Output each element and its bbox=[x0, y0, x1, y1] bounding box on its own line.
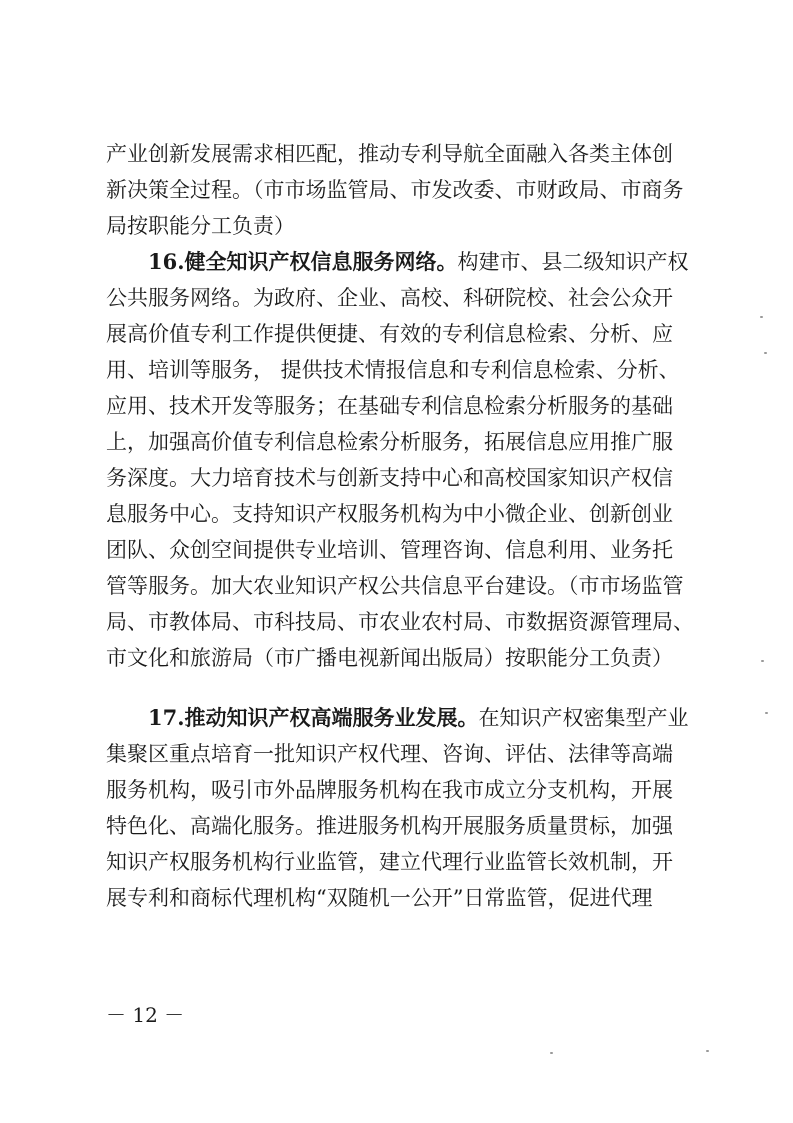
text-run: 局、市教体局、市科技局、市农业农村局、市数据资源管理局、 bbox=[106, 610, 694, 634]
text-run: 务深度。大力培育技术与创新支持中心和高校国家知识产权信 bbox=[106, 466, 673, 490]
text-run: 上，加强高价值专利信息检索分析服务，拓展信息应用推广服 bbox=[106, 430, 673, 454]
text-run: 产业创新发展需求相匹配，推动专利导航全面融入各类主体创 bbox=[106, 142, 673, 166]
text-line bbox=[106, 388, 696, 424]
text-line bbox=[106, 316, 696, 352]
text-run: 构建市、县二级知识产权 bbox=[457, 250, 689, 274]
text-line bbox=[106, 808, 696, 844]
heading-run: 17.推动知识产权高端服务业发展。 bbox=[148, 705, 479, 730]
scan-speck bbox=[761, 660, 764, 662]
text-run: 新决策全过程。（市市场监管局、市发改委、市财政局、市商务 bbox=[106, 178, 684, 202]
text-run: 应用、技术开发等服务；在基础专利信息检索分析服务的基础 bbox=[106, 394, 673, 418]
text-run: 特色化、高端化服务。推进服务机构开展服务质量贯标，加强 bbox=[106, 814, 673, 838]
text-line bbox=[148, 244, 738, 280]
text-line bbox=[106, 460, 696, 496]
text-run: 团队、众创空间提供专业培训、管理咨询、信息利用、业务托 bbox=[106, 538, 673, 562]
text-run: 公共服务网络。为政府、企业、高校、科研院校、社会公众开 bbox=[106, 286, 673, 310]
text-line bbox=[106, 172, 696, 208]
scan-speck bbox=[706, 1050, 709, 1052]
text-line bbox=[106, 280, 696, 316]
text-run: 局按职能分工负责） bbox=[106, 214, 295, 238]
text-run: 息服务中心。支持知识产权服务机构为中小微企业、创新创业 bbox=[106, 502, 673, 526]
text-line bbox=[106, 532, 696, 568]
scan-speck bbox=[760, 316, 763, 318]
text-run: 服务机构，吸引市外品牌服务机构在我市成立分支机构，开展 bbox=[106, 778, 673, 802]
text-line bbox=[106, 640, 696, 676]
text-line bbox=[148, 700, 738, 736]
text-run: 知识产权服务机构行业监管，建立代理行业监管长效机制，开 bbox=[106, 850, 673, 874]
text-line bbox=[106, 736, 696, 772]
text-run: 用、培训等服务， 提供技术情报信息和专利信息检索、分析、 bbox=[106, 358, 680, 382]
text-line bbox=[106, 424, 696, 460]
heading-run: 16.健全知识产权信息服务网络。 bbox=[148, 249, 458, 274]
text-line bbox=[106, 136, 696, 172]
text-run: 展高价值专利工作提供便捷、有效的专利信息检索、分析、应 bbox=[106, 322, 673, 346]
text-run: 管等服务。加大农业知识产权公共信息平台建设。（市市场监管 bbox=[106, 574, 684, 598]
text-line bbox=[106, 604, 696, 640]
text-run: 展专利和商标代理机构“双随机一公开”日常监管，促进代理 bbox=[106, 886, 653, 910]
scan-speck bbox=[550, 1052, 553, 1054]
text-line bbox=[106, 772, 696, 808]
text-line bbox=[106, 568, 696, 604]
text-line bbox=[106, 496, 696, 532]
text-run: 市文化和旅游局（市广播电视新闻出版局）按职能分工负责） bbox=[106, 646, 673, 670]
text-run: 集聚区重点培育一批知识产权代理、咨询、评估、法律等高端 bbox=[106, 742, 673, 766]
text-line bbox=[106, 880, 696, 916]
text-line bbox=[106, 352, 696, 388]
text-line bbox=[106, 208, 696, 244]
text-line bbox=[106, 844, 696, 880]
text-run: 在知识产权密集型产业 bbox=[478, 706, 689, 730]
scan-speck bbox=[765, 712, 768, 714]
page-number: － 12 － bbox=[106, 1003, 185, 1027]
scan-speck bbox=[764, 352, 767, 354]
